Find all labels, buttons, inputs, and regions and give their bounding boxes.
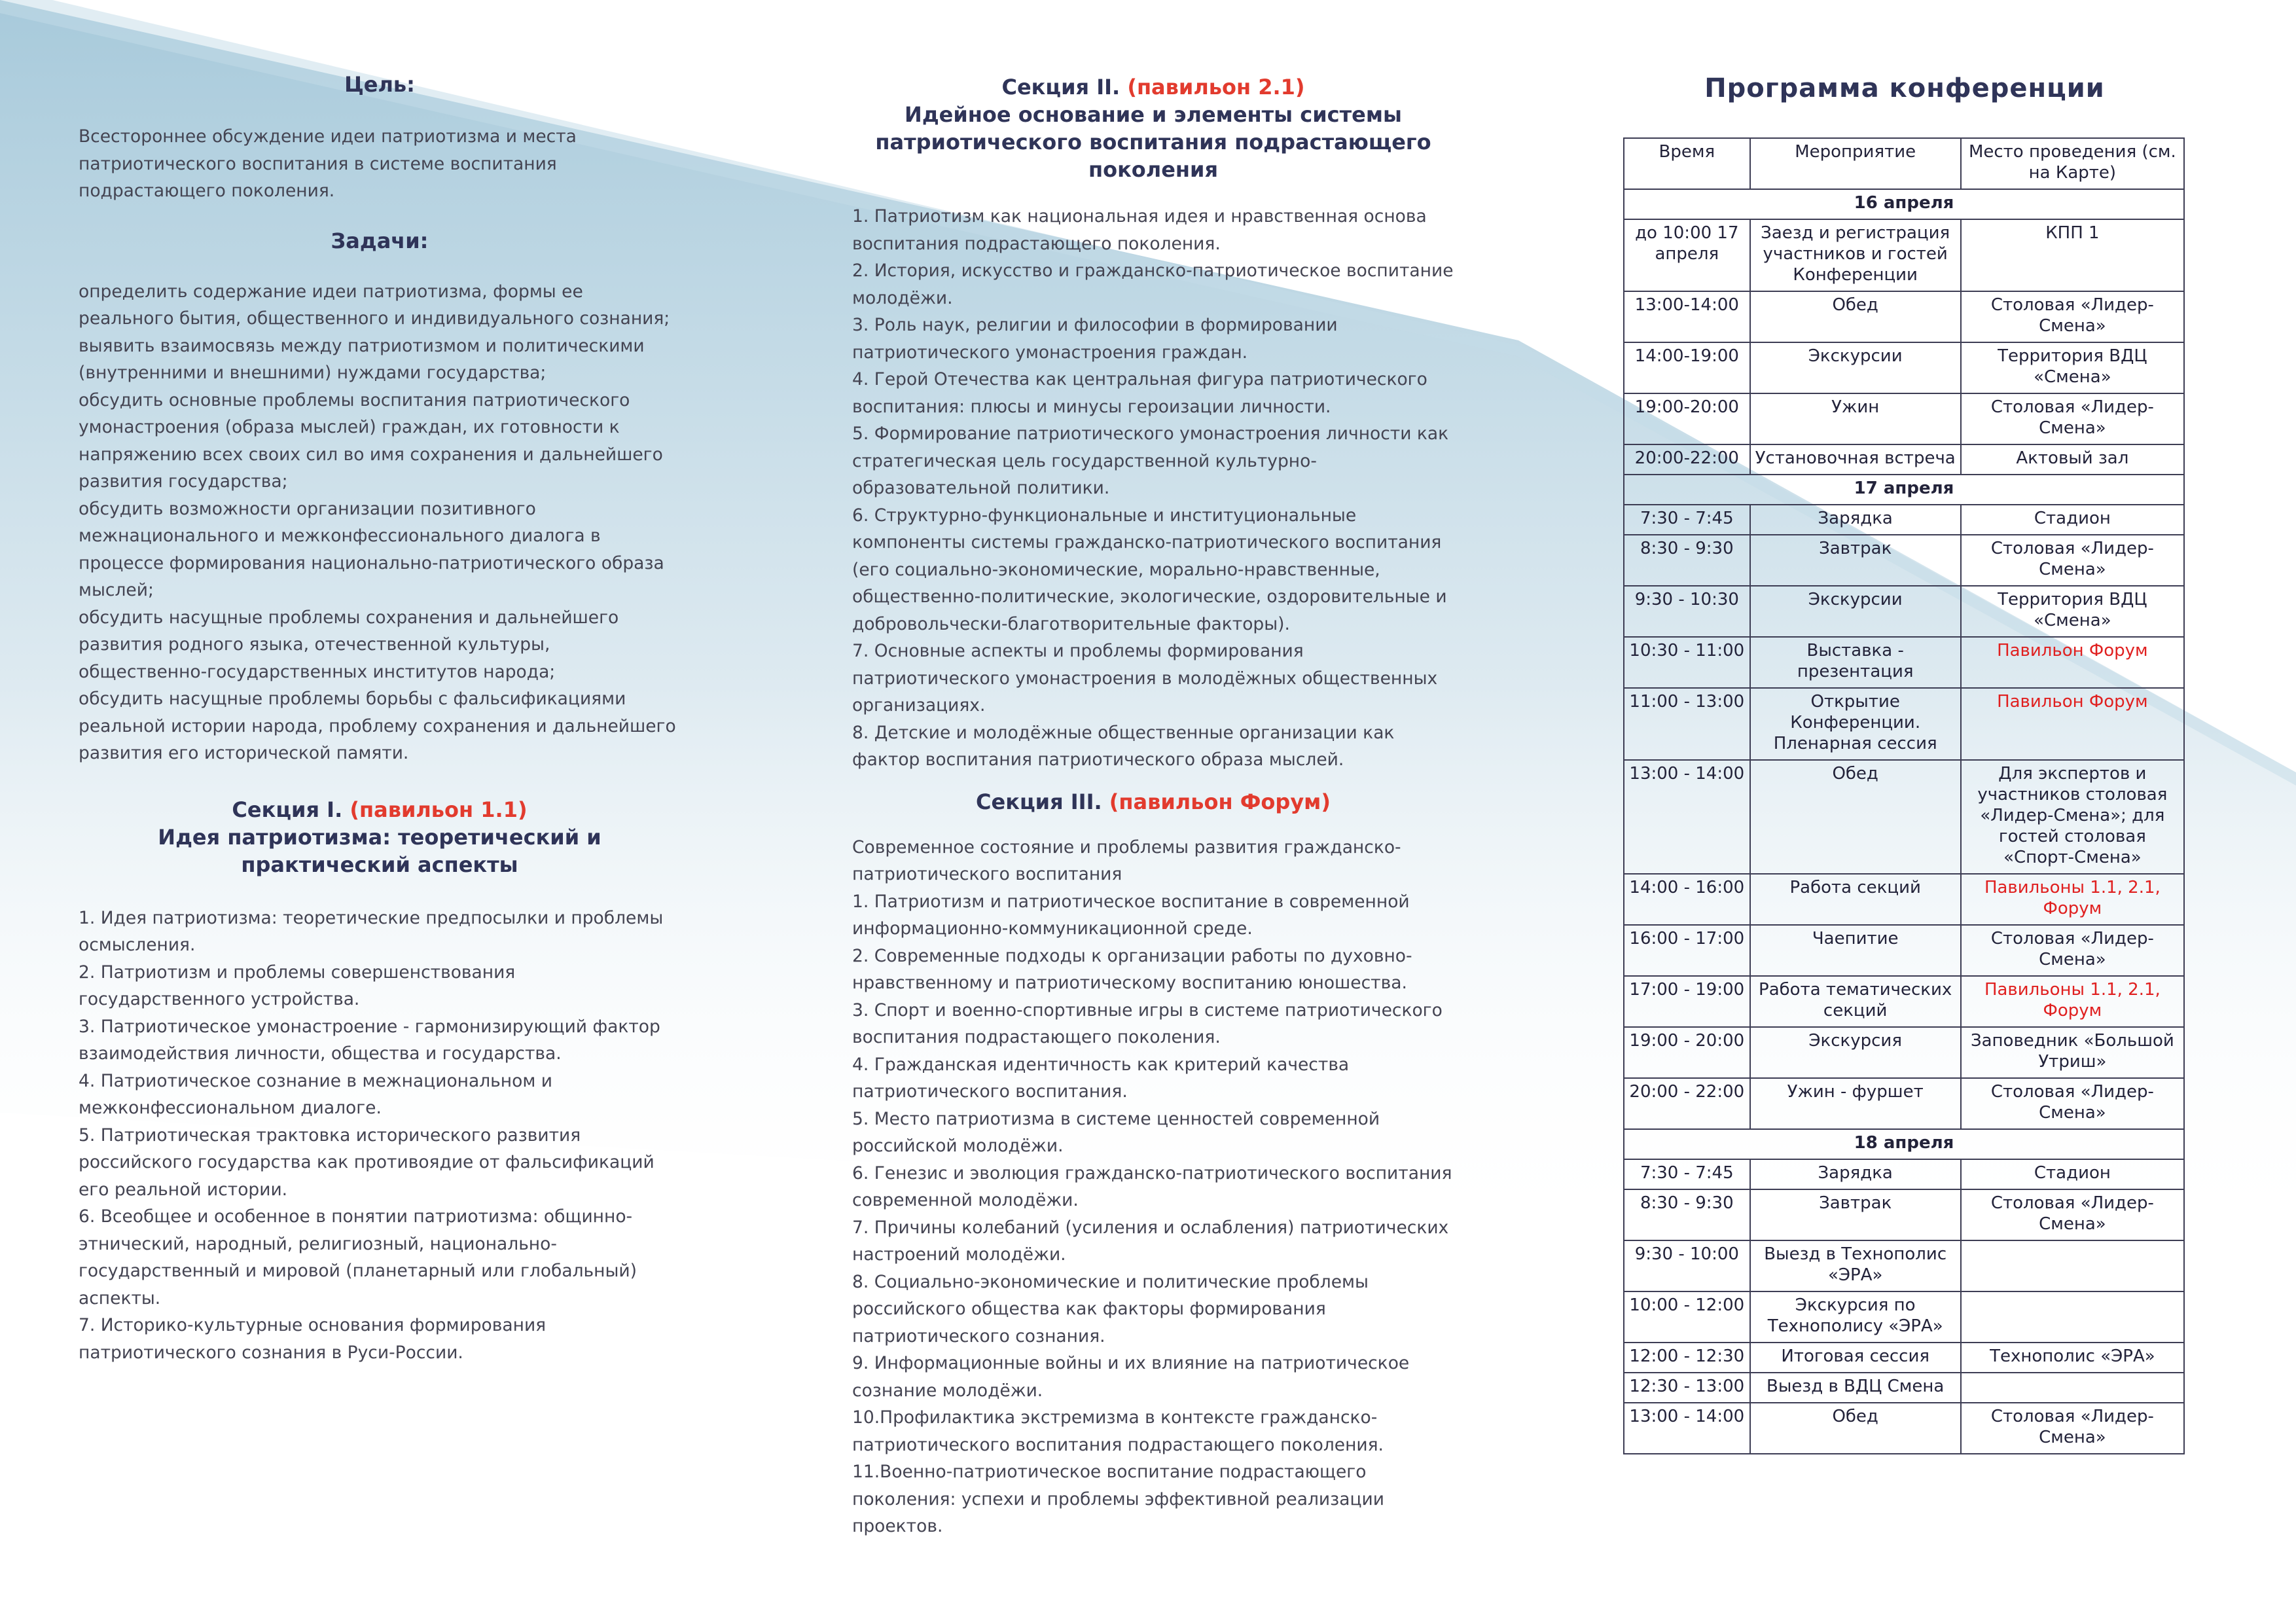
cell-event: Работа тематических секций (1750, 976, 1961, 1027)
list-item: 7. Историко-культурные основания формирования патриотического сознания в Руси-России. (79, 1315, 547, 1363)
header-place: Место проведения (см. на Карте) (1961, 138, 2184, 189)
cell-event: Выезд в Технополис «ЭРА» (1750, 1240, 1961, 1291)
table-row (1624, 291, 2184, 342)
cell-event: Ужин (1750, 393, 1961, 444)
header-event: Мероприятие (1750, 138, 1961, 189)
goal-text: Всестороннее обсуждение идеи патриотизма и места патриотического воспитания в системе воспитания подрастающего поколения. (79, 126, 577, 201)
cell-place: КПП 1 (1961, 219, 2184, 291)
cell-time: 9:30 - 10:30 (1624, 586, 1750, 637)
cell-time: 20:00-22:00 (1624, 444, 1750, 475)
list-item: 1. Идея патриотизма: теоретические предпосылки и проблемы осмысления. (79, 907, 664, 955)
table-row (1624, 1343, 2184, 1373)
list-item: 4. Гражданская идентичность как критерий качества патриотического воспитания. (852, 1054, 1350, 1102)
task-item: обсудить насущные проблемы борьбы с фальсификациями реальной истории народа, проблему сохранения и дальнейшего развития его исторической памяти. (79, 689, 676, 763)
list-item: 4. Герой Отечества как центральная фигура патриотического воспитания: плюсы и минусы героизации личности. (852, 369, 1427, 417)
cell-time: 14:00 - 16:00 (1624, 874, 1750, 925)
table-row (1624, 219, 2184, 291)
section3-prefix: Секция III. (976, 789, 1102, 814)
cell-event: Обед (1750, 1403, 1961, 1454)
tasks-heading: Задачи: (331, 228, 429, 253)
cell-event: Экскурсии (1750, 586, 1961, 637)
section1-heading (79, 796, 681, 878)
cell-time: 10:00 - 12:00 (1624, 1291, 1750, 1343)
list-item: 1. Патриотизм и патриотическое воспитание в современной информационно-коммуникационной среде. (852, 891, 1410, 939)
cell-time: 10:30 - 11:00 (1624, 637, 1750, 688)
table-row (1624, 1240, 2184, 1291)
section1-title: Идея патриотизма: теоретический и практический аспекты (158, 824, 601, 877)
table-row (1624, 1291, 2184, 1343)
cell-time: 17:00 - 19:00 (1624, 976, 1750, 1027)
list-item: 2. История, искусство и гражданско-патриотическое воспитание молодёжи. (852, 261, 1454, 308)
list-item: 6. Всеобщее и особенное в понятии патриотизма: общинно-этнический, народный, религиозный, национально-государственный и мировой (планетарный или глобальный) аспекты. (79, 1206, 637, 1308)
cell-place: Столовая «Лидер-Смена» (1961, 925, 2184, 976)
list-item: 6. Структурно-функциональные и институциональные компоненты системы гражданско-патриотического воспитания (его социально-экономические, морально-нравственные, общественно-политические, экологические, оздоровительные и добровольчески-благотворительные факторы). (852, 505, 1447, 634)
cell-place: Павильоны 1.1, 2.1, Форум (1961, 874, 2184, 925)
task-item: выявить взаимосвязь между патриотизмом и политическими (внутренними и внешними) нуждами государства; (79, 335, 645, 383)
table-row (1624, 1027, 2184, 1078)
list-item: 9. Информационные войны и их влияние на патриотическое сознание молодёжи. (852, 1353, 1410, 1401)
task-item: обсудить возможности организации позитивного межнационального и межконфессионального диалога в процессе формирования национально-патриотического образа мыслей; (79, 498, 664, 600)
table-row (1624, 874, 2184, 925)
schedule-table (1623, 137, 2185, 1454)
cell-place: Столовая «Лидер-Смена» (1961, 535, 2184, 586)
list-item: 3. Патриотическое умонастроение - гармонизирующий фактор взаимодействия личности, общества и государства. (79, 1016, 660, 1064)
cell-event: Экскурсии (1750, 342, 1961, 393)
cell-place (1961, 1240, 2184, 1291)
program-title: Программа конференции (1704, 73, 2105, 103)
goal-heading: Цель: (344, 72, 415, 97)
cell-event: Установочная встреча (1750, 444, 1961, 475)
cell-event: Чаепитие (1750, 925, 1961, 976)
cell-event: Зарядка (1750, 1159, 1961, 1189)
cell-time: 19:00 - 20:00 (1624, 1027, 1750, 1078)
cell-time: 8:30 - 9:30 (1624, 535, 1750, 586)
task-item: определить содержание идеи патриотизма, формы ее реального бытия, общественного и индивидуального сознания; (79, 281, 670, 329)
table-row (1624, 586, 2184, 637)
cell-place: Столовая «Лидер-Смена» (1961, 1078, 2184, 1129)
table-row (1624, 444, 2184, 475)
cell-place: Технополис «ЭРА» (1961, 1343, 2184, 1373)
cell-place (1961, 1373, 2184, 1403)
cell-event: Зарядка (1750, 505, 1961, 535)
cell-time: 13:00 - 14:00 (1624, 1403, 1750, 1454)
cell-event: Завтрак (1750, 1189, 1961, 1240)
cell-place: Актовый зал (1961, 444, 2184, 475)
day-label: 16 апреля (1624, 189, 2184, 219)
cell-time: 7:30 - 7:45 (1624, 1159, 1750, 1189)
cell-place: Территория ВДЦ «Смена» (1961, 342, 2184, 393)
cell-event: Экскурсия (1750, 1027, 1961, 1078)
section3-heading (852, 788, 1454, 816)
cell-event: Работа секций (1750, 874, 1961, 925)
section1-pavilion: (павильон 1.1) (350, 797, 528, 822)
cell-place: Заповедник «Большой Утриш» (1961, 1027, 2184, 1078)
cell-place: Столовая «Лидер-Смена» (1961, 291, 2184, 342)
cell-place: Столовая «Лидер-Смена» (1961, 393, 2184, 444)
middle-column (852, 73, 1454, 1540)
list-item: 8. Социально-экономические и политические проблемы российского общества как факторы формирования патриотического сознания. (852, 1271, 1369, 1346)
table-row (1624, 1373, 2184, 1403)
day-row (1624, 475, 2184, 505)
cell-time: 12:00 - 12:30 (1624, 1343, 1750, 1373)
section3-intro: Современное состояние и проблемы развития гражданско-патриотического воспитания (852, 837, 1401, 884)
cell-time: 9:30 - 10:00 (1624, 1240, 1750, 1291)
cell-event: Выставка - презентация (1750, 637, 1961, 688)
table-row (1624, 393, 2184, 444)
table-row (1624, 760, 2184, 874)
cell-place: Для экспертов и участников столовая «Лидер-Смена»; для гостей столовая «Спорт-Смена» (1961, 760, 2184, 874)
section3-pavilion: (павильон Форум) (1109, 789, 1331, 814)
section3-list (852, 834, 1454, 1540)
day-label: 17 апреля (1624, 475, 2184, 505)
cell-place: Столовая «Лидер-Смена» (1961, 1189, 2184, 1240)
table-row (1624, 925, 2184, 976)
cell-time: 7:30 - 7:45 (1624, 505, 1750, 535)
table-row (1624, 1189, 2184, 1240)
section2-heading (852, 73, 1454, 183)
tasks-list (79, 278, 681, 767)
table-row (1624, 342, 2184, 393)
table-row (1624, 535, 2184, 586)
cell-time: 11:00 - 13:00 (1624, 688, 1750, 760)
cell-time: 13:00 - 14:00 (1624, 760, 1750, 874)
cell-time: 14:00-19:00 (1624, 342, 1750, 393)
cell-event: Итоговая сессия (1750, 1343, 1961, 1373)
cell-event: Обед (1750, 291, 1961, 342)
section1-prefix: Секция I. (232, 797, 343, 822)
table-header-row (1624, 138, 2184, 189)
table-row (1624, 1078, 2184, 1129)
table-row (1624, 505, 2184, 535)
list-item: 5. Формирование патриотического умонастроения личности как стратегическая цель государственной культурно-образовательной политики. (852, 424, 1449, 498)
cell-time: 16:00 - 17:00 (1624, 925, 1750, 976)
day-row (1624, 189, 2184, 219)
cell-place: Стадион (1961, 1159, 2184, 1189)
cell-event: Ужин - фуршет (1750, 1078, 1961, 1129)
list-item: 5. Место патриотизма в системе ценностей современной российской молодёжи. (852, 1108, 1380, 1156)
table-row (1624, 1159, 2184, 1189)
cell-time: до 10:00 17 апреля (1624, 219, 1750, 291)
list-item: 3. Роль наук, религии и философии в формировании патриотического умонастроения граждан. (852, 315, 1338, 363)
section2-prefix: Секция II. (1001, 75, 1121, 99)
day-row (1624, 1129, 2184, 1159)
list-item: 6. Генезис и эволюция гражданско-патриотического воспитания современной молодёжи. (852, 1163, 1452, 1210)
list-item: 7. Основные аспекты и проблемы формирования патриотического умонастроения в молодёжных общественных организациях. (852, 641, 1438, 715)
section2-list (852, 203, 1454, 774)
table-row (1624, 637, 2184, 688)
table-row (1624, 1403, 2184, 1454)
cell-place: Павильоны 1.1, 2.1, Форум (1961, 976, 2184, 1027)
section1-list (79, 905, 681, 1367)
day-label: 18 апреля (1624, 1129, 2184, 1159)
cell-place (1961, 1291, 2184, 1343)
right-column (1623, 73, 2186, 1454)
cell-place: Стадион (1961, 505, 2184, 535)
cell-time: 19:00-20:00 (1624, 393, 1750, 444)
cell-place: Павильон Форум (1961, 637, 2184, 688)
list-item: 3. Спорт и военно-спортивные игры в системе патриотического воспитания подрастающего поколения. (852, 1000, 1443, 1047)
cell-event: Выезд в ВДЦ Смена (1750, 1373, 1961, 1403)
cell-place: Павильон Форум (1961, 688, 2184, 760)
header-time: Время (1624, 138, 1750, 189)
cell-event: Обед (1750, 760, 1961, 874)
cell-event: Экскурсия по Технополису «ЭРА» (1750, 1291, 1961, 1343)
schedule-body (1624, 189, 2184, 1454)
list-item: 1. Патриотизм как национальная идея и нравственная основа воспитания подрастающего поколения. (852, 206, 1427, 254)
cell-time: 8:30 - 9:30 (1624, 1189, 1750, 1240)
cell-time: 12:30 - 13:00 (1624, 1373, 1750, 1403)
cell-time: 20:00 - 22:00 (1624, 1078, 1750, 1129)
cell-event: Завтрак (1750, 535, 1961, 586)
list-item: 7. Причины колебаний (усиления и ослабления) патриотических настроений молодёжи. (852, 1217, 1449, 1265)
list-item: 10.Профилактика экстремизма в контексте гражданско-патриотического воспитания подрастающего поколения. (852, 1407, 1384, 1455)
table-row (1624, 688, 2184, 760)
left-column (79, 71, 681, 1366)
list-item: 4. Патриотическое сознание в межнациональном и межконфессиональном диалоге. (79, 1070, 552, 1118)
table-row (1624, 976, 2184, 1027)
cell-place: Территория ВДЦ «Смена» (1961, 586, 2184, 637)
section2-pavilion: (павильон 2.1) (1127, 75, 1305, 99)
list-item: 2. Патриотизм и проблемы совершенствования государственного устройства. (79, 962, 516, 1009)
cell-place: Столовая «Лидер-Смена» (1961, 1403, 2184, 1454)
list-item: 8. Детские и молодёжные общественные организации как фактор воспитания патриотического образа мыслей. (852, 722, 1395, 770)
list-item: 11.Военно-патриотическое воспитание подрастающего поколения: успехи и проблемы эффективной реализации проектов. (852, 1462, 1384, 1536)
cell-time: 13:00-14:00 (1624, 291, 1750, 342)
cell-event: Открытие Конференции. Пленарная сессия (1750, 688, 1961, 760)
cell-event: Заезд и регистрация участников и гостей Конференции (1750, 219, 1961, 291)
task-item: обсудить основные проблемы воспитания патриотического умонастроения (образа мыслей) граждан, их готовности к напряжению всех своих сил во имя сохранения и дальнейшего развития государства; (79, 389, 663, 492)
list-item: 2. Современные подходы к организации работы по духовно-нравственному и патриотическому воспитанию юношества. (852, 945, 1412, 993)
list-item: 5. Патриотическая трактовка исторического развития российского государства как противоядие от фальсификаций его реальной истории. (79, 1125, 655, 1200)
section2-title: Идейное основание и элементы системы патриотического воспитания подрастающего поколения (875, 102, 1431, 182)
task-item: обсудить насущные проблемы сохранения и дальнейшего развития родного языка, отечественной культуры, общественно-государственных институтов народа; (79, 607, 619, 682)
